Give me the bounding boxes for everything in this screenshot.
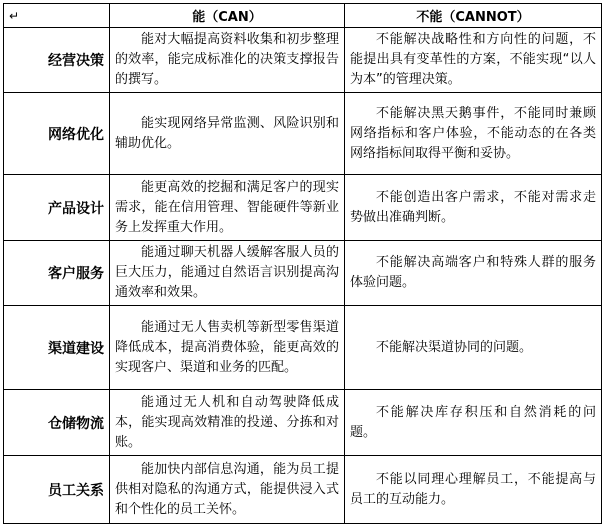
row-category: 网络优化 [4, 93, 110, 175]
row-cannot-cell [345, 456, 602, 524]
row-can-cell [110, 28, 345, 93]
row-category: 员工关系 [4, 456, 110, 524]
row-can-text: 能实现网络异常监测、风险识别和辅助优化。 [115, 115, 339, 151]
table-row [4, 93, 602, 175]
row-category: 经营决策 [4, 28, 110, 93]
row-can-text: 能加快内部信息沟通，能为员工提供相对隐私的沟通方式，能提供浸入式和个性化的员工关怀。 [115, 461, 339, 517]
table-header-row [4, 4, 602, 28]
row-category: 仓储物流 [4, 390, 110, 456]
table-row [4, 390, 602, 456]
row-can-text: 能通过无人售卖机等新型零售渠道降低成本，提高消费体验，能更高效的实现客户、渠道和业务的匹配。 [115, 319, 339, 375]
row-cannot-text: 不能解决战略性和方向性的问题，不能提出具有变革性的方案，不能实现“以人为本”的管理决策。 [350, 32, 596, 87]
row-can-text: 能通过无人机和自动驾驶降低成本，能实现高效精准的投递、分拣和对账。 [115, 394, 339, 450]
row-cannot-text: 不能解决高端客户和特殊人群的服务体验问题。 [350, 255, 596, 290]
row-can-cell [110, 175, 345, 241]
row-can-cell [110, 241, 345, 306]
row-category: 客户服务 [4, 241, 110, 306]
row-cannot-cell [345, 306, 602, 390]
row-cannot-cell [345, 241, 602, 306]
table-row [4, 456, 602, 524]
table-row [4, 175, 602, 241]
row-cannot-text: 不能解决黑天鹅事件，不能同时兼顾网络指标和客户体验，不能动态的在各类网络指标间取得平衡和妥协。 [350, 105, 596, 161]
row-cannot-text: 不能解决渠道协同的问题。 [376, 339, 533, 355]
row-can-text: 能更高效的挖掘和满足客户的现实需求，能在信用管理、智能硬件等新业务上发挥重大作用。 [115, 179, 339, 235]
paragraph-mark: ↵ [4, 4, 110, 28]
row-can-text: 能对大幅提高资料收集和初步整理的效率，能完成标准化的决策支撑报告的撰写。 [115, 32, 339, 87]
row-can-cell [110, 93, 345, 175]
row-cannot-text: 不能以同理心理解员工，不能提高与员工的互动能力。 [350, 471, 596, 507]
row-cannot-text: 不能创造出客户需求，不能对需求走势做出准确判断。 [350, 189, 596, 225]
row-cannot-cell [345, 390, 602, 456]
row-cannot-cell [345, 175, 602, 241]
ai-can-cannot-table [3, 3, 602, 524]
row-cannot-cell [345, 93, 602, 175]
row-can-cell [110, 306, 345, 390]
row-cannot-text: 不能解决库存积压和自然消耗的问题。 [350, 404, 596, 440]
row-can-text: 能通过聊天机器人缓解客服人员的巨大压力，能通过自然语言识别提高沟通效率和效果。 [115, 245, 339, 300]
header-cannot: 不能（CANNOT） [345, 4, 602, 28]
table-row [4, 306, 602, 390]
table-row [4, 241, 602, 306]
row-can-cell [110, 456, 345, 524]
row-cannot-cell [345, 28, 602, 93]
row-category: 渠道建设 [4, 306, 110, 390]
table-row [4, 28, 602, 93]
row-can-cell [110, 390, 345, 456]
row-category: 产品设计 [4, 175, 110, 241]
header-can: 能（CAN） [110, 4, 345, 28]
